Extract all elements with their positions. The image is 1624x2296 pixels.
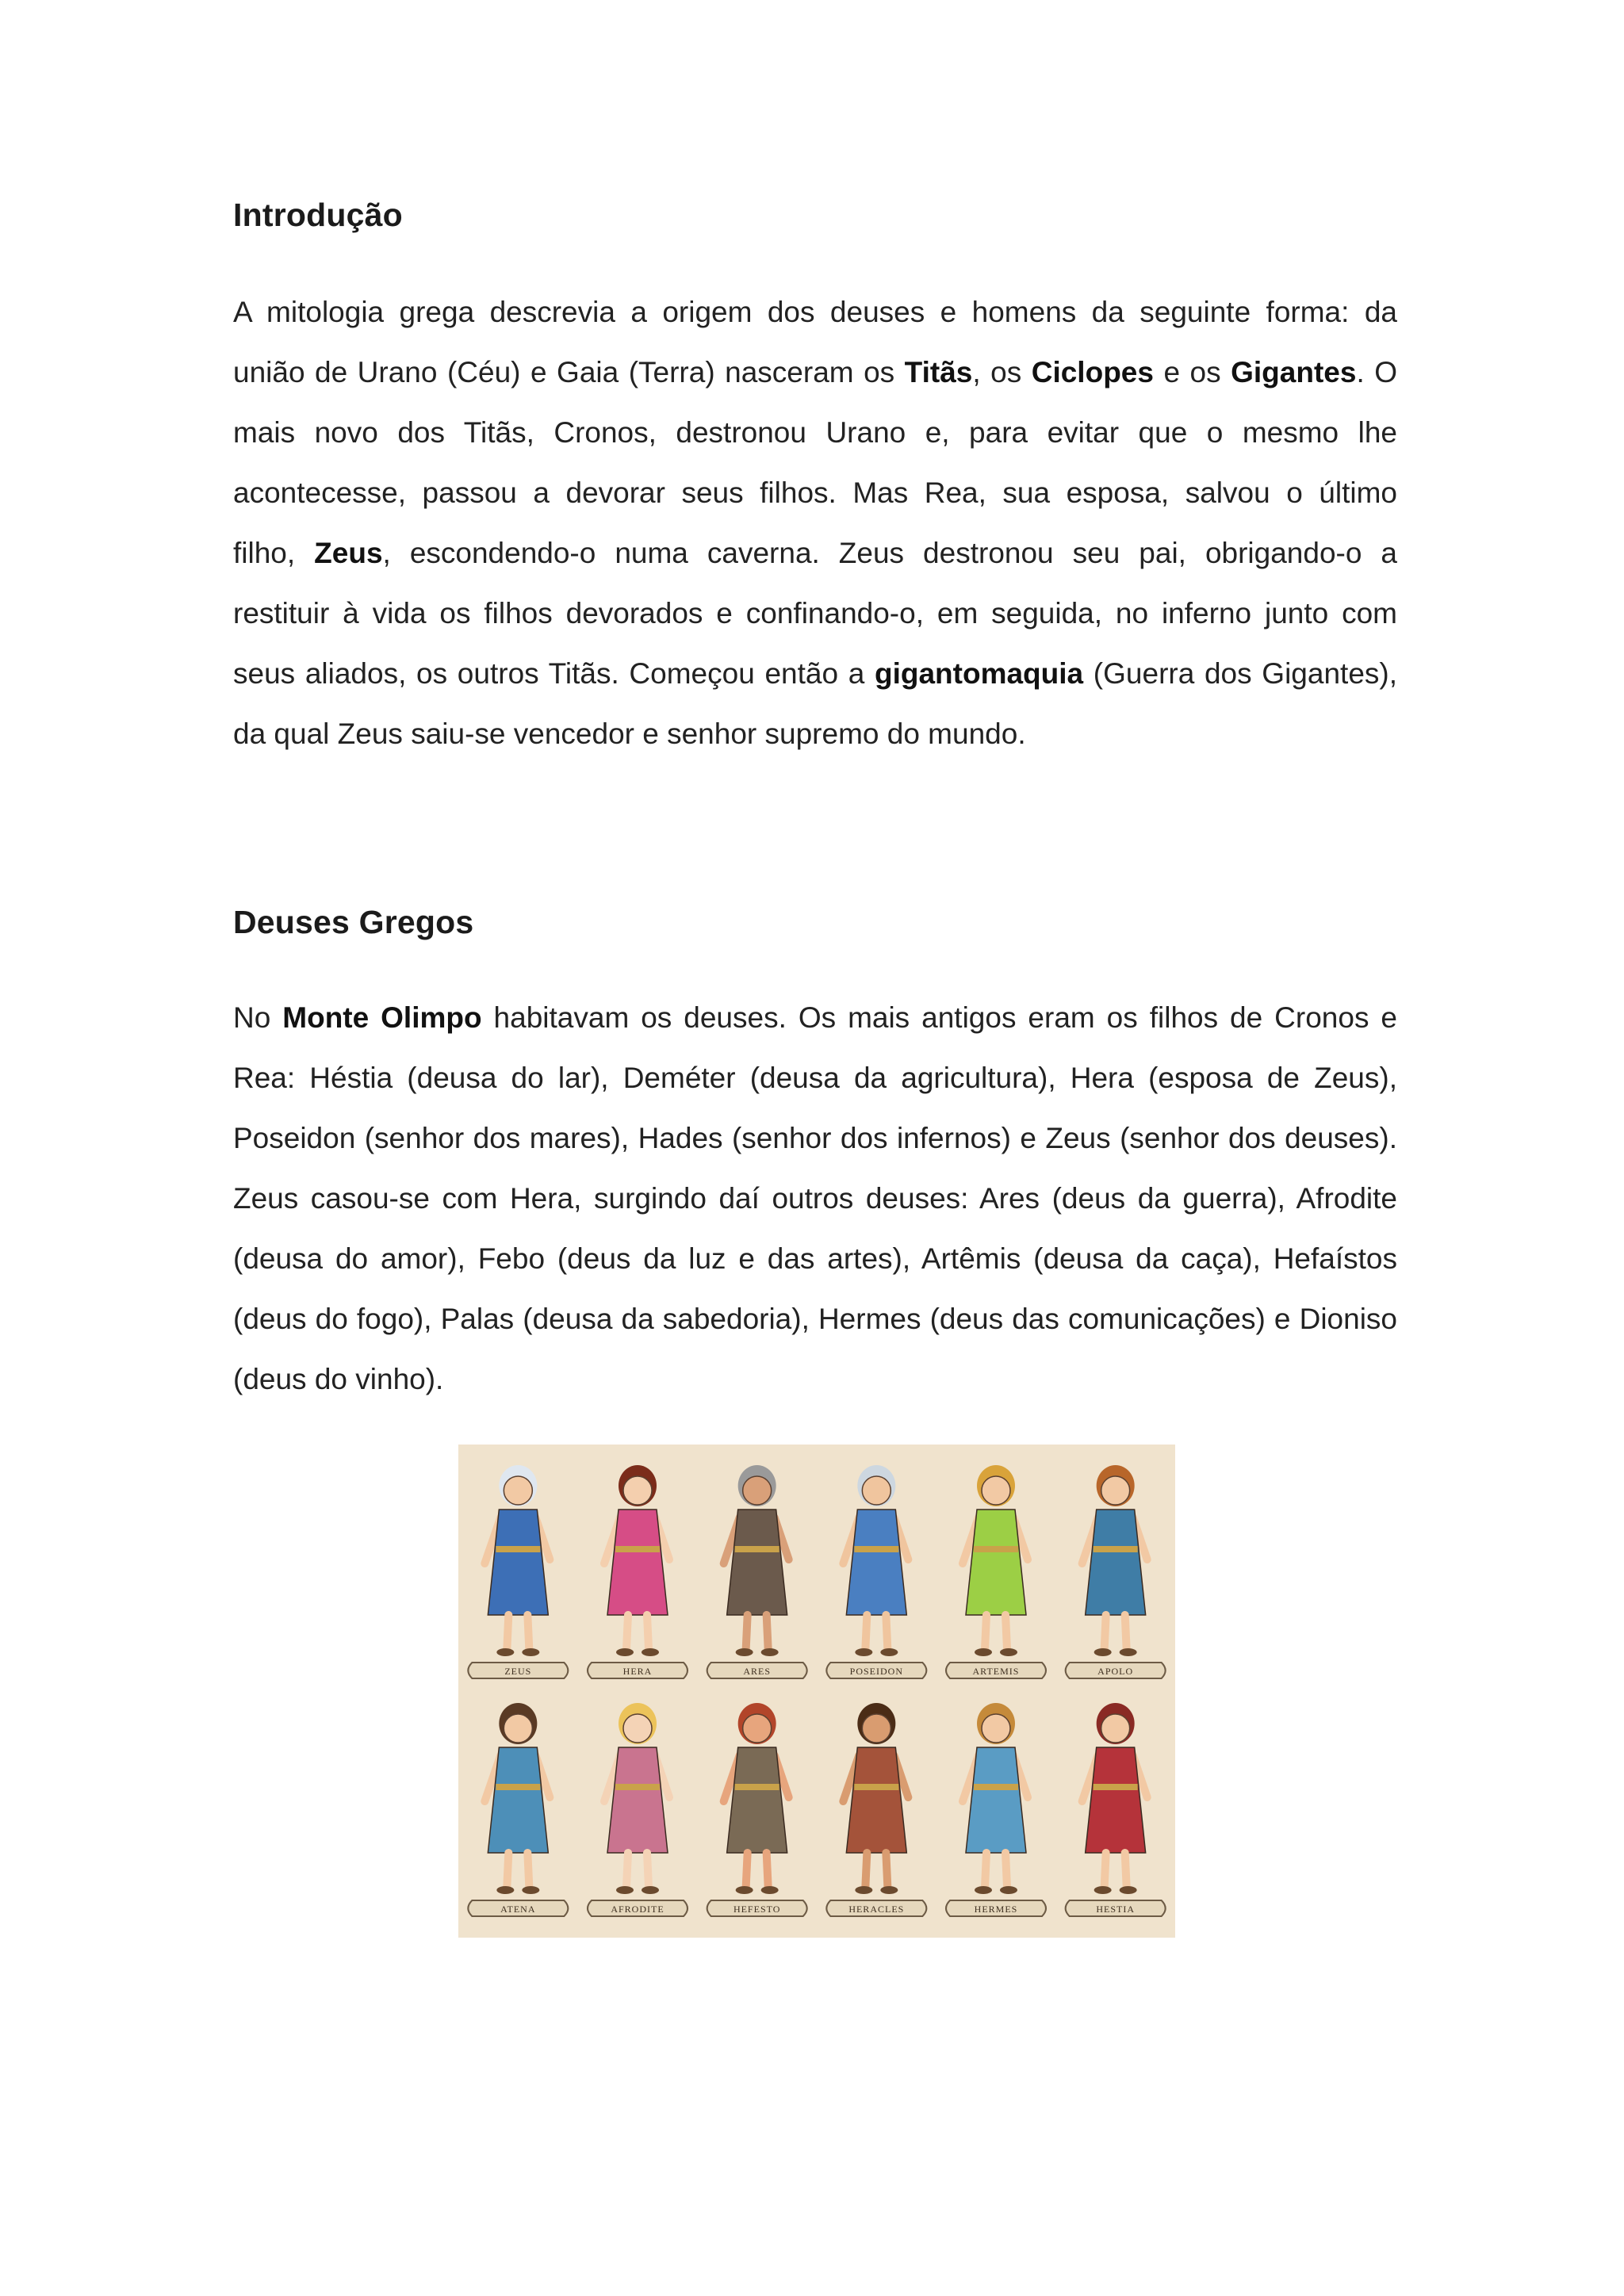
head (623, 1476, 652, 1505)
sandal (975, 1648, 992, 1656)
paragraph-line (233, 988, 1397, 1048)
sandal (1094, 1648, 1112, 1656)
text-run: (deusa do amor), Febo (deus da luz e das artes), Artêmis (deusa da caça), Hefaístos (233, 1242, 1397, 1275)
head (743, 1714, 772, 1743)
leg (1005, 1853, 1007, 1887)
paragraph-line (233, 463, 1397, 523)
belt (1094, 1546, 1138, 1552)
text-run: . O (1356, 356, 1397, 388)
leg (865, 1615, 867, 1649)
belt (496, 1546, 540, 1552)
sandal (616, 1886, 634, 1894)
robe (607, 1747, 668, 1853)
leg (647, 1615, 649, 1649)
god-name-label: ARES (743, 1666, 772, 1677)
sandal (496, 1648, 514, 1656)
paragraph-line (233, 342, 1397, 403)
bold-term: Zeus (314, 537, 383, 569)
text-run: No (233, 1001, 283, 1034)
god-name-label: HERACLES (848, 1904, 905, 1915)
text-run: união de Urano (Céu) e Gaia (Terra) nasceram os (233, 356, 905, 388)
head (504, 1476, 532, 1505)
sandal (975, 1886, 992, 1894)
god-name-label: HESTIA (1096, 1904, 1136, 1915)
sandal (855, 1886, 872, 1894)
sandal (642, 1886, 659, 1894)
sandal (1120, 1886, 1137, 1894)
head (862, 1476, 891, 1505)
god-name-label: ARTEMIS (972, 1666, 1020, 1677)
text-run: Rea: Héstia (deusa do lar), Deméter (deusa da agricultura), Hera (esposa de Zeus), (233, 1062, 1397, 1094)
god-name-label: ATENA (500, 1904, 536, 1915)
robe (727, 1510, 787, 1615)
leg (985, 1615, 986, 1649)
leg (865, 1853, 867, 1887)
god-name-label: HERMES (974, 1904, 1018, 1915)
sandal (880, 1648, 898, 1656)
sandal (496, 1886, 514, 1894)
paragraph-line (233, 704, 1397, 764)
leg (1125, 1853, 1127, 1887)
bold-term: Ciclopes (1031, 356, 1154, 388)
text-run: mais novo dos Titãs, Cronos, destronou Urano e, para evitar que o mesmo lhe (233, 416, 1397, 449)
belt (1094, 1784, 1138, 1790)
text-run: A mitologia grega descrevia a origem dos deuses e homens da seguinte forma: da (233, 296, 1397, 328)
section-heading-intro: Introdução (233, 197, 403, 233)
bold-term: Gigantes (1231, 356, 1357, 388)
belt (735, 1784, 779, 1790)
text-run: (deus do fogo), Palas (deusa da sabedoria), Hermes (deus das comunicações) e Dioniso (233, 1303, 1397, 1335)
paragraph-line (233, 523, 1397, 584)
text-run: e os (1153, 356, 1231, 388)
head (743, 1476, 772, 1505)
text-run: (Guerra dos Gigantes), (1083, 657, 1397, 690)
belt (974, 1546, 1018, 1552)
belt (974, 1784, 1018, 1790)
sandal (642, 1648, 659, 1656)
god-name-label: HEFESTO (733, 1904, 781, 1915)
text-run: habitavam os deuses. Os mais antigos eram os filhos de Cronos e (481, 1001, 1397, 1034)
paragraph-line (233, 1229, 1397, 1289)
sandal (522, 1648, 539, 1656)
paragraph-gods (233, 988, 1397, 1410)
paragraph-line (233, 644, 1397, 704)
belt (735, 1546, 779, 1552)
bold-term: gigantomaquia (875, 657, 1084, 690)
robe (846, 1747, 906, 1853)
leg (746, 1615, 748, 1649)
figure-background (458, 1445, 1175, 1938)
robe (727, 1747, 787, 1853)
leg (886, 1615, 887, 1649)
text-run: , escondendo-o numa caverna. Zeus destronou seu pai, obrigando-o a (382, 537, 1398, 569)
paragraph-line (233, 403, 1397, 463)
greek-gods-illustration (458, 1445, 1175, 1938)
leg (767, 1615, 768, 1649)
leg (626, 1615, 628, 1649)
leg (527, 1853, 529, 1887)
text-run: Zeus casou-se com Hera, surgindo daí outros deuses: Ares (deus da guerra), Afrodite (233, 1182, 1397, 1215)
sandal (1000, 1886, 1017, 1894)
head (1101, 1714, 1130, 1743)
text-run: seus aliados, os outros Titãs. Começou então a (233, 657, 875, 690)
leg (527, 1615, 529, 1649)
belt (854, 1784, 898, 1790)
paragraph-line (233, 282, 1397, 342)
god-name-label: ZEUS (504, 1666, 532, 1677)
belt (854, 1546, 898, 1552)
belt (496, 1784, 540, 1790)
sandal (616, 1648, 634, 1656)
bold-term: Monte Olimpo (282, 1001, 482, 1034)
robe (846, 1510, 906, 1615)
paragraph-line (233, 1169, 1397, 1229)
robe (1086, 1747, 1146, 1853)
leg (507, 1853, 508, 1887)
head (1101, 1476, 1130, 1505)
paragraph-line (233, 1048, 1397, 1108)
sandal (736, 1886, 753, 1894)
paragraph-line (233, 1349, 1397, 1410)
head (862, 1714, 891, 1743)
gods-figure-svg (458, 1445, 1175, 1938)
text-run: restituir à vida os filhos devorados e confinando-o, em seguida, no inferno junto com (233, 597, 1397, 629)
head (982, 1476, 1010, 1505)
robe (607, 1510, 668, 1615)
paragraph-line (233, 584, 1397, 644)
god-name-label: POSEIDON (849, 1666, 904, 1677)
leg (985, 1853, 986, 1887)
sandal (1094, 1886, 1112, 1894)
leg (647, 1853, 649, 1887)
head (982, 1714, 1010, 1743)
paragraph-line (233, 1289, 1397, 1349)
leg (507, 1615, 508, 1649)
sandal (1000, 1648, 1017, 1656)
sandal (880, 1886, 898, 1894)
head (623, 1714, 652, 1743)
leg (1005, 1615, 1007, 1649)
text-run: (deus do vinho). (233, 1363, 444, 1395)
belt (615, 1546, 660, 1552)
robe (488, 1510, 548, 1615)
text-run: Poseidon (senhor dos mares), Hades (senhor dos infernos) e Zeus (senhor dos deuses). (233, 1122, 1397, 1154)
god-name-label: AFRODITE (611, 1904, 665, 1915)
leg (1105, 1615, 1106, 1649)
section-heading-gods: Deuses Gregos (233, 904, 474, 940)
god-name-label: HERA (622, 1666, 653, 1677)
sandal (761, 1648, 779, 1656)
sandal (1120, 1648, 1137, 1656)
leg (626, 1853, 628, 1887)
sandal (761, 1886, 779, 1894)
paragraph-line (233, 1108, 1397, 1169)
robe (966, 1510, 1026, 1615)
sandal (522, 1886, 539, 1894)
god-name-label: APOLO (1097, 1666, 1134, 1677)
sandal (855, 1648, 872, 1656)
leg (746, 1853, 748, 1887)
text-run: acontecesse, passou a devorar seus filhos. Mas Rea, sua esposa, salvou o último (233, 476, 1397, 509)
leg (767, 1853, 768, 1887)
head (504, 1714, 532, 1743)
text-run: da qual Zeus saiu-se vencedor e senhor supremo do mundo. (233, 718, 1026, 750)
leg (886, 1853, 887, 1887)
robe (1086, 1510, 1146, 1615)
text-run: , os (972, 356, 1032, 388)
robe (966, 1747, 1026, 1853)
belt (615, 1784, 660, 1790)
robe (488, 1747, 548, 1853)
leg (1125, 1615, 1127, 1649)
paragraph-intro (233, 282, 1397, 764)
leg (1105, 1853, 1106, 1887)
bold-term: Titãs (904, 356, 973, 388)
text-run: filho, (233, 537, 315, 569)
sandal (736, 1648, 753, 1656)
